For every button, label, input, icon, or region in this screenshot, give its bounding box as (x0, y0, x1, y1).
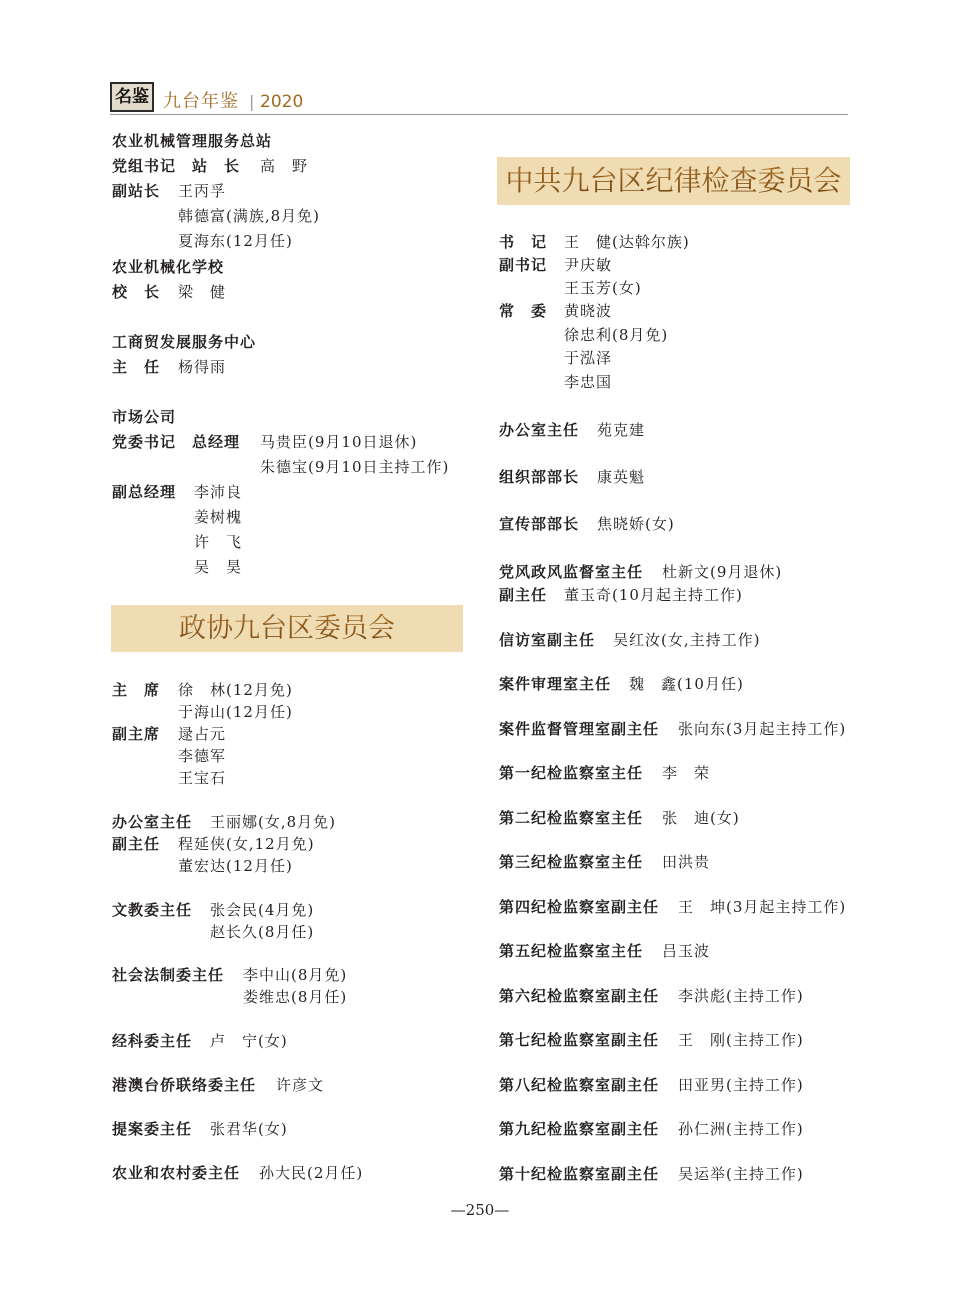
person-name: 李 荣 (662, 764, 711, 782)
position-label: 常 委 (499, 302, 548, 320)
person-name: 李德军 (178, 747, 227, 765)
person-name: 杜新文(9月退休) (662, 563, 783, 581)
position-label: 党风政风监督室主任 (499, 563, 644, 581)
position-label: 第四纪检监察室副主任 (499, 898, 660, 916)
position-label: 第六纪检监察室副主任 (499, 987, 660, 1005)
person-name: 于泓泽 (564, 349, 613, 367)
person-name: 马贵臣(9月10日退休) (260, 433, 418, 451)
person-name: 魏 鑫(10月任) (629, 675, 744, 693)
position-label: 文教委主任 (112, 901, 193, 919)
position-label: 港澳台侨联络委主任 (112, 1076, 257, 1094)
position-label: 办公室主任 (112, 813, 193, 831)
person-name: 李中山(8月免) (243, 966, 348, 984)
position-label: 党委书记 总经理 (112, 433, 241, 451)
person-name: 逯占元 (178, 725, 227, 743)
position-label: 经科委主任 (112, 1032, 193, 1050)
year-label: 2020 (260, 92, 304, 112)
position-label: 第八纪检监察室副主任 (499, 1076, 660, 1094)
person-name: 李洪彪(主持工作) (678, 987, 804, 1005)
person-name: 孙大民(2月任) (259, 1164, 364, 1182)
person-name: 吴运举(主持工作) (678, 1165, 804, 1183)
banner-title: 中共九台区纪律检查委员会 (505, 157, 841, 205)
person-name: 韩德富(满族,8月免) (178, 207, 321, 225)
banner-discipline-commission (497, 157, 850, 205)
person-name: 王宝石 (178, 769, 227, 787)
person-name: 王丙孚 (178, 182, 227, 200)
person-name: 田亚男(主持工作) (678, 1076, 804, 1094)
position-label: 副主任 (499, 586, 548, 604)
person-name: 卢 宁(女) (210, 1032, 288, 1050)
position-label: 主 席 (112, 681, 161, 699)
person-name: 王 坤(3月起主持工作) (678, 898, 847, 916)
position-label: 提案委主任 (112, 1120, 193, 1138)
position-label: 第三纪检监察室主任 (499, 853, 644, 871)
person-name: 吴红汝(女,主持工作) (613, 631, 761, 649)
section-title: 农业机械管理服务总站 (112, 132, 273, 150)
person-name: 杨得雨 (178, 358, 227, 376)
person-name: 王玉芳(女) (564, 279, 642, 297)
position-label: 第十纪检监察室副主任 (499, 1165, 660, 1183)
yearbook-title: 九台年鉴 (163, 91, 239, 112)
person-name: 田洪贵 (662, 853, 711, 871)
position-label: 党组书记 站 长 (112, 157, 241, 175)
position-label: 办公室主任 (499, 421, 580, 439)
person-name: 吕玉波 (662, 942, 711, 960)
person-name: 于海山(12月任) (178, 703, 293, 721)
position-label: 社会法制委主任 (112, 966, 225, 984)
title-separator: | (249, 92, 255, 111)
person-name: 许 飞 (194, 533, 243, 551)
person-name: 梁 健 (178, 283, 227, 301)
position-label: 第九纪检监察室副主任 (499, 1120, 660, 1138)
person-name: 张 迪(女) (662, 809, 740, 827)
banner-title: 政协九台区委员会 (179, 605, 395, 652)
section-title: 市场公司 (112, 408, 177, 426)
position-label: 信访室副主任 (499, 631, 596, 649)
person-name: 张君华(女) (210, 1120, 288, 1138)
position-label: 第二纪检监察室主任 (499, 809, 644, 827)
person-name: 娄维忠(8月任) (243, 988, 348, 1006)
position-label: 副主任 (112, 835, 161, 853)
banner-cppcc (111, 605, 463, 652)
person-name: 尹庆敏 (564, 256, 613, 274)
header-rule (110, 114, 848, 115)
person-name: 徐忠利(8月免) (564, 326, 669, 344)
position-label: 校 长 (112, 283, 161, 301)
position-label: 副总经理 (112, 483, 177, 501)
person-name: 孙仁洲(主持工作) (678, 1120, 804, 1138)
position-label: 案件审理室主任 (499, 675, 612, 693)
person-name: 焦晓娇(女) (597, 515, 675, 533)
position-label: 案件监督管理室副主任 (499, 720, 660, 738)
position-label: 第五纪检监察室主任 (499, 942, 644, 960)
position-label: 副主席 (112, 725, 161, 743)
position-label: 第一纪检监察室主任 (499, 764, 644, 782)
person-name: 吴 昊 (194, 558, 243, 576)
person-name: 朱德宝(9月10日主持工作) (260, 458, 450, 476)
person-name: 姜树槐 (194, 508, 243, 526)
person-name: 徐 林(12月免) (178, 681, 293, 699)
person-name: 王 健(达斡尔族) (564, 233, 690, 251)
person-name: 许彦文 (276, 1076, 325, 1094)
position-label: 农业和农村委主任 (112, 1164, 241, 1182)
position-label: 宣传部部长 (499, 515, 580, 533)
person-name: 王丽娜(女,8月免) (210, 813, 337, 831)
position-label: 书 记 (499, 233, 548, 251)
position-label: 副书记 (499, 256, 548, 274)
person-name: 王 刚(主持工作) (678, 1031, 804, 1049)
person-name: 黄晓波 (564, 302, 613, 320)
person-name: 李忠国 (564, 373, 613, 391)
section-title: 农业机械化学校 (112, 258, 225, 276)
yearbook-logo: 名鉴 (110, 82, 154, 112)
section-title: 工商贸发展服务中心 (112, 333, 257, 351)
person-name: 苑克建 (597, 421, 646, 439)
person-name: 赵长久(8月任) (210, 923, 315, 941)
person-name: 高 野 (260, 157, 309, 175)
person-name: 程延侠(女,12月免) (178, 835, 315, 853)
position-label: 主 任 (112, 358, 161, 376)
person-name: 张向东(3月起主持工作) (678, 720, 847, 738)
person-name: 李沛良 (194, 483, 243, 501)
page-number: —250— (450, 1201, 510, 1219)
person-name: 董宏达(12月任) (178, 857, 293, 875)
position-label: 组织部部长 (499, 468, 580, 486)
person-name: 夏海东(12月任) (178, 232, 293, 250)
position-label: 第七纪检监察室副主任 (499, 1031, 660, 1049)
position-label: 副站长 (112, 182, 161, 200)
person-name: 董玉奇(10月起主持工作) (564, 586, 743, 604)
person-name: 康英魁 (597, 468, 646, 486)
person-name: 张会民(4月免) (210, 901, 315, 919)
